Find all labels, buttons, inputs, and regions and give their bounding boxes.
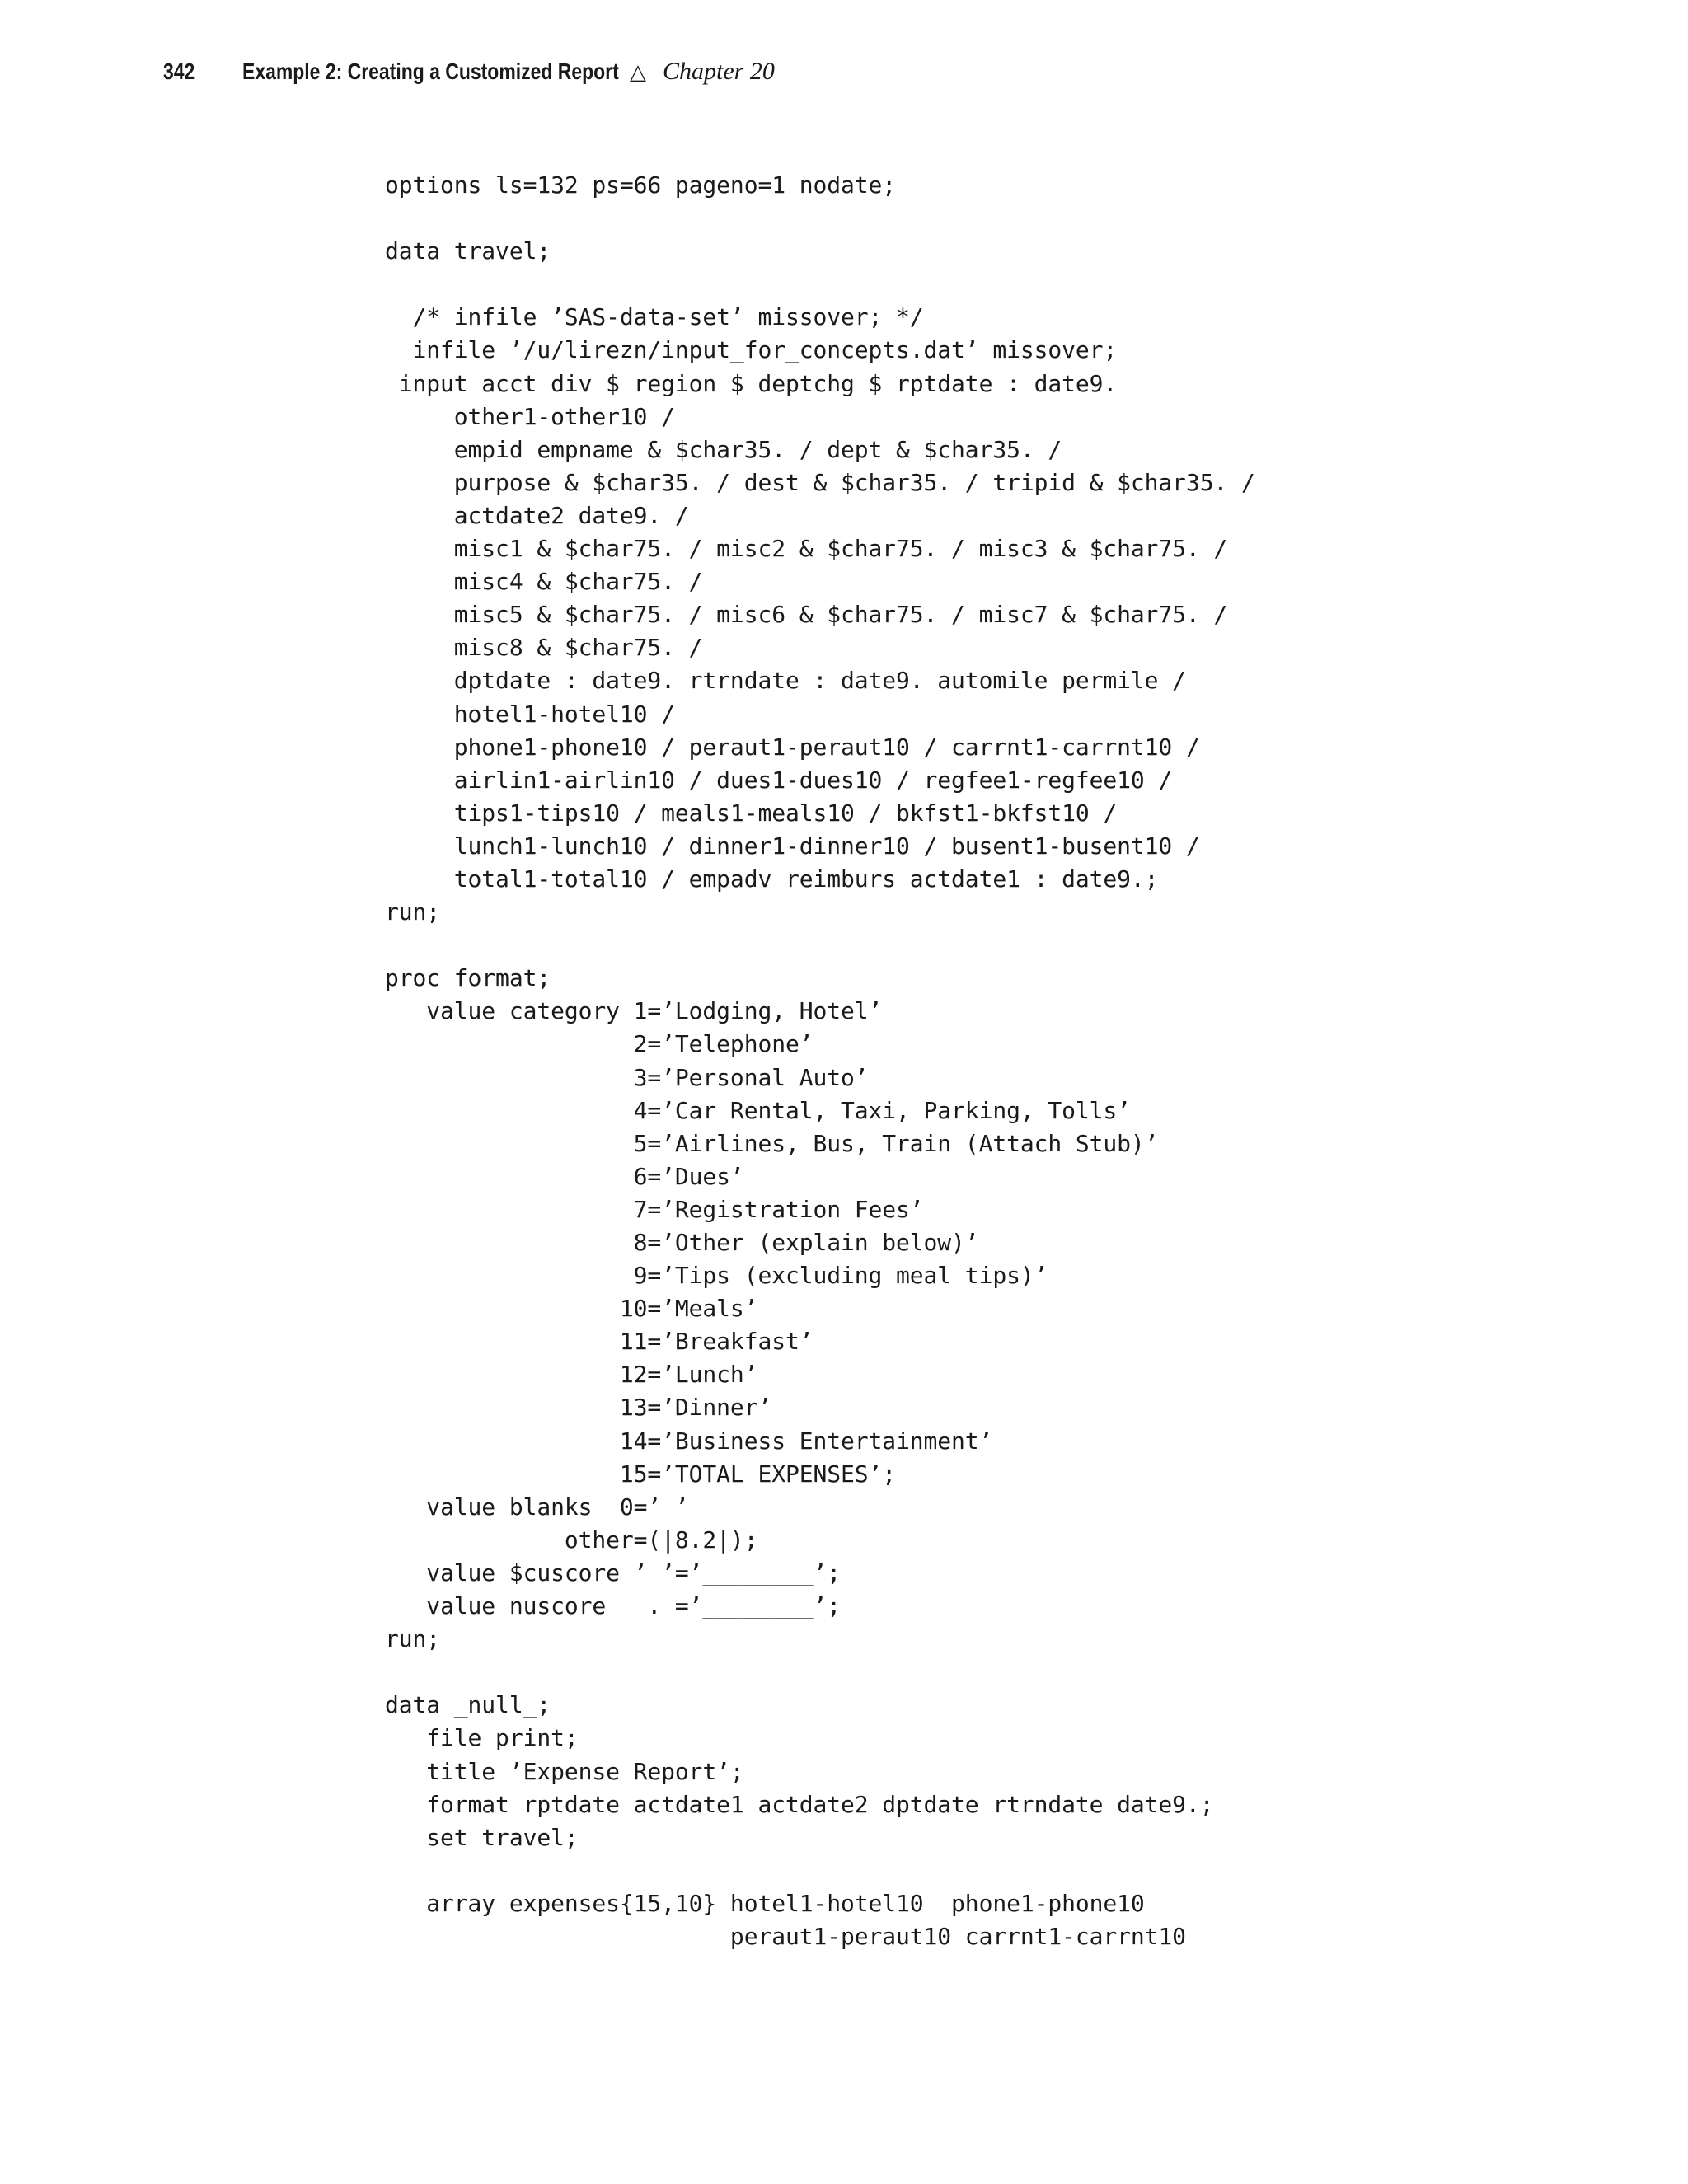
code-line: 14=’Business Entertainment’ xyxy=(385,1427,993,1455)
chapter-label: Chapter 20 xyxy=(663,58,775,85)
code-line: data _null_; xyxy=(385,1691,551,1719)
code-line: misc5 & $char75. / misc6 & $char75. / misc7 & $char75. / xyxy=(385,601,1228,629)
code-line: airlin1-airlin10 / dues1-dues10 / regfee1-regfee10 / xyxy=(385,766,1173,794)
triangle-separator-icon: △ xyxy=(630,60,646,85)
code-line: misc1 & $char75. / misc2 & $char75. / misc3 & $char75. / xyxy=(385,535,1228,563)
code-line: 9=’Tips (excluding meal tips)’ xyxy=(385,1262,1048,1290)
code-line: 12=’Lunch’ xyxy=(385,1361,758,1389)
code-line: run; xyxy=(385,898,441,926)
code-line: 6=’Dues’ xyxy=(385,1162,744,1190)
code-line: 5=’Airlines, Bus, Train (Attach Stub)’ xyxy=(385,1129,1159,1157)
code-line: lunch1-lunch10 / dinner1-dinner10 / busent1-busent10 / xyxy=(385,832,1200,860)
code-line: 4=’Car Rental, Taxi, Parking, Tolls’ xyxy=(385,1096,1131,1124)
code-line: 7=’Registration Fees’ xyxy=(385,1195,924,1223)
sas-code-listing xyxy=(385,169,1255,1953)
page-number: 342 xyxy=(163,59,195,84)
code-line: title ’Expense Report’; xyxy=(385,1757,744,1785)
code-line: misc8 & $char75. / xyxy=(385,634,703,662)
code-line: empid empname & $char35. / dept & $char35. / xyxy=(385,435,1062,463)
code-line: set travel; xyxy=(385,1823,579,1851)
code-line: proc format; xyxy=(385,964,551,992)
code-line: other=(|8.2|); xyxy=(385,1526,758,1554)
code-line xyxy=(385,1656,1255,1689)
code-line: infile ’/u/lirezn/input_for_concepts.dat’ missover; xyxy=(385,336,1118,364)
code-line: input acct div $ region $ deptchg $ rptdate : date9. xyxy=(385,369,1118,397)
code-line: misc4 & $char75. / xyxy=(385,568,703,596)
code-line: total1-total10 / empadv reimburs actdate1 : date9.; xyxy=(385,865,1159,893)
code-line: 11=’Breakfast’ xyxy=(385,1328,814,1356)
code-line: phone1-phone10 / peraut1-peraut10 / carrnt1-carrnt10 / xyxy=(385,733,1200,761)
code-line: data travel; xyxy=(385,237,551,265)
running-header xyxy=(163,58,775,94)
code-line: value blanks 0=’ ’ xyxy=(385,1493,689,1521)
code-line: value $cuscore ’ ’=’________’; xyxy=(385,1558,841,1586)
code-line: 8=’Other (explain below)’ xyxy=(385,1229,979,1256)
code-line: 10=’Meals’ xyxy=(385,1295,758,1323)
code-line xyxy=(385,268,1255,301)
code-line: 13=’Dinner’ xyxy=(385,1394,772,1422)
code-line: format rptdate actdate1 actdate2 dptdate rtrndate date9.; xyxy=(385,1790,1214,1818)
code-line: array expenses{15,10} hotel1-hotel10 phone1-phone10 xyxy=(385,1889,1145,1917)
code-line: 3=’Personal Auto’ xyxy=(385,1063,869,1091)
code-line: value nuscore . =’________’; xyxy=(385,1592,841,1620)
code-line: 2=’Telephone’ xyxy=(385,1030,814,1058)
code-line: hotel1-hotel10 / xyxy=(385,700,675,728)
code-line: purpose & $char35. / dest & $char35. / tripid & $char35. / xyxy=(385,468,1255,496)
code-line: value category 1=’Lodging, Hotel’ xyxy=(385,997,883,1025)
section-title: Example 2: Creating a Customized Report xyxy=(242,59,619,84)
code-line: 15=’TOTAL EXPENSES’; xyxy=(385,1460,897,1488)
code-line: run; xyxy=(385,1625,441,1653)
code-line xyxy=(385,929,1255,962)
code-line: dptdate : date9. rtrndate : date9. automile permile / xyxy=(385,667,1186,695)
code-line: /* infile ’SAS-data-set’ missover; */ xyxy=(385,303,924,331)
code-line: actdate2 date9. / xyxy=(385,501,689,529)
code-line: file print; xyxy=(385,1724,579,1752)
code-line: tips1-tips10 / meals1-meals10 / bkfst1-bkfst10 / xyxy=(385,799,1118,827)
code-line xyxy=(385,1854,1255,1887)
code-line: options ls=132 ps=66 pageno=1 nodate; xyxy=(385,171,897,199)
code-line: peraut1-peraut10 carrnt1-carrnt10 xyxy=(385,1922,1186,1950)
code-line xyxy=(385,202,1255,235)
code-line: other1-other10 / xyxy=(385,402,675,430)
